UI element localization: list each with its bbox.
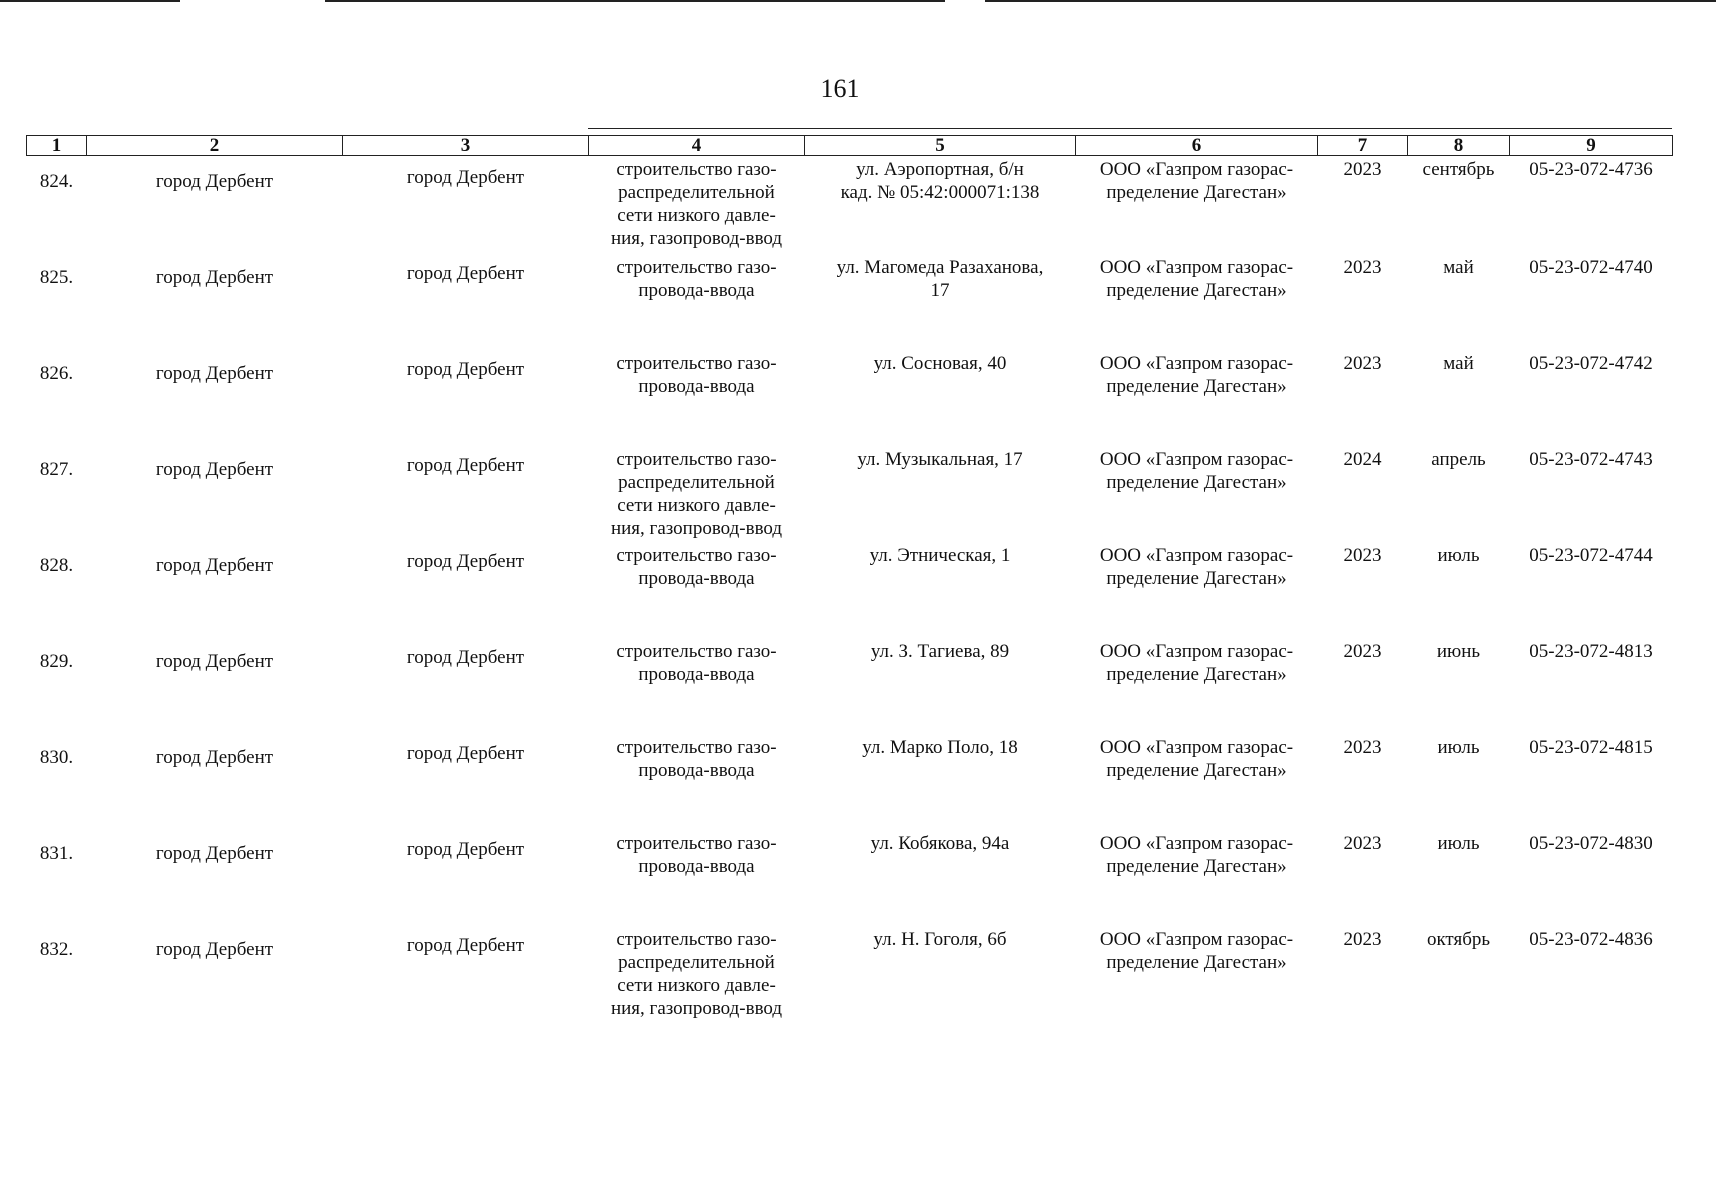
header-top-rule: [588, 128, 1672, 129]
address-cell-line: 17: [930, 279, 950, 301]
district-cell: [87, 732, 343, 828]
work-description-cell-line: провода-ввода: [638, 375, 755, 397]
address-cell: [805, 828, 1076, 924]
settlement-cell: [343, 444, 589, 540]
address-cell-line: ул. Н. Гоголя, 6б: [873, 928, 1007, 950]
work-description-cell-line: распределительной: [618, 471, 775, 493]
row-number-line: 824.: [39, 171, 74, 192]
organization-cell: [1076, 540, 1318, 636]
district-cell-line: город Дербент: [155, 554, 274, 576]
month-cell: [1408, 828, 1510, 924]
scan-edge-middle: [325, 0, 945, 2]
district-cell: [87, 444, 343, 540]
organization-cell: [1076, 828, 1318, 924]
register-table: [26, 135, 1673, 1020]
address-cell-line: ул. Кобякова, 94а: [870, 832, 1010, 854]
organization-cell-line: ООО «Газпром газорас-: [1099, 256, 1294, 278]
organization-cell-line: ООО «Газпром газорас-: [1099, 159, 1294, 180]
address-cell-line: ул. З. Тагиева, 89: [870, 640, 1010, 662]
address-cell: [805, 348, 1076, 444]
month-cell-line: июнь: [1436, 640, 1481, 662]
address-cell: [805, 444, 1076, 540]
month-cell-line: октябрь: [1426, 928, 1491, 950]
address-cell-line: ул. Магомеда Разаханова,: [836, 256, 1044, 278]
month-cell: [1408, 348, 1510, 444]
table-row: [27, 252, 1673, 348]
month-cell: [1408, 444, 1510, 540]
settlement-cell-line: город Дербент: [406, 358, 525, 380]
month-cell-line: май: [1443, 256, 1474, 278]
district-cell-line: город Дербент: [155, 938, 274, 960]
settlement-cell-line: город Дербент: [406, 934, 525, 956]
year-cell-line: 2023: [1343, 159, 1382, 180]
code-cell: [1510, 156, 1673, 252]
row-number-line: 826.: [39, 362, 74, 384]
table-row: [27, 636, 1673, 732]
address-cell: [805, 540, 1076, 636]
month-cell-line: апрель: [1431, 448, 1486, 470]
work-description-cell-line: провода-ввода: [638, 855, 755, 877]
table-row: [27, 156, 1673, 252]
organization-cell: [1076, 636, 1318, 732]
code-cell-line: 05-23-072-4836: [1529, 928, 1653, 950]
row-number-line: 830.: [39, 746, 74, 768]
work-description-cell: [589, 924, 805, 1020]
row-number-line: 828.: [39, 554, 74, 576]
work-description-cell: [589, 636, 805, 732]
column-header-3: 3: [343, 136, 589, 156]
work-description-cell: [589, 444, 805, 540]
work-description-cell-line: провода-ввода: [638, 567, 755, 589]
address-cell: [805, 636, 1076, 732]
settlement-cell: [343, 924, 589, 1020]
address-cell-line: ул. Музыкальная, 17: [857, 448, 1023, 470]
month-cell: [1408, 540, 1510, 636]
year-cell: [1318, 348, 1408, 444]
table-row: [27, 732, 1673, 828]
work-description-cell: [589, 732, 805, 828]
month-cell-line: июль: [1437, 736, 1480, 758]
year-cell: [1318, 444, 1408, 540]
address-cell-line: ул. Сосновая, 40: [873, 352, 1007, 374]
organization-cell-line: пределение Дагестан»: [1106, 855, 1287, 877]
work-description-cell-line: распределительной: [618, 182, 775, 203]
code-cell: [1510, 540, 1673, 636]
table-row: [27, 444, 1673, 540]
work-description-cell-line: строительство газо-: [616, 736, 777, 758]
organization-cell: [1076, 924, 1318, 1020]
column-header-5: 5: [805, 136, 1076, 156]
year-cell-line: 2023: [1343, 640, 1382, 662]
organization-cell-line: ООО «Газпром газорас-: [1099, 832, 1294, 854]
code-cell: [1510, 348, 1673, 444]
work-description-cell-line: строительство газо-: [616, 832, 777, 854]
table-row: [27, 540, 1673, 636]
row-number: [27, 540, 87, 636]
scan-edge-right: [985, 0, 1716, 2]
code-cell: [1510, 252, 1673, 348]
address-cell-line: ул. Этническая, 1: [869, 544, 1011, 566]
organization-cell: [1076, 348, 1318, 444]
address-cell: [805, 252, 1076, 348]
work-description-cell-line: строительство газо-: [616, 640, 777, 662]
row-number-line: 825.: [39, 266, 74, 288]
district-cell-line: город Дербент: [155, 266, 274, 288]
settlement-cell: [343, 252, 589, 348]
work-description-cell-line: строительство газо-: [616, 544, 777, 566]
header-row: [27, 136, 1673, 156]
work-description-cell-line: строительство газо-: [616, 448, 777, 470]
table-row: [27, 828, 1673, 924]
column-header-4: 4: [589, 136, 805, 156]
work-description-cell-line: провода-ввода: [638, 663, 755, 685]
work-description-cell-line: сети низкого давле-: [617, 494, 776, 516]
table-row: [27, 924, 1673, 1020]
organization-cell-line: ООО «Газпром газорас-: [1099, 640, 1294, 662]
row-number: [27, 156, 87, 252]
settlement-cell-line: город Дербент: [406, 742, 525, 764]
organization-cell-line: ООО «Газпром газорас-: [1099, 352, 1294, 374]
address-cell-line: ул. Марко Поло, 18: [862, 736, 1018, 758]
month-cell: [1408, 924, 1510, 1020]
organization-cell-line: ООО «Газпром газорас-: [1099, 928, 1294, 950]
column-header-8: 8: [1408, 136, 1510, 156]
row-number: [27, 252, 87, 348]
address-cell-line: ул. Аэропортная, б/н: [856, 159, 1024, 180]
column-header-7: 7: [1318, 136, 1408, 156]
code-cell-line: 05-23-072-4740: [1529, 256, 1653, 278]
organization-cell-line: пределение Дагестан»: [1106, 471, 1287, 493]
work-description-cell-line: строительство газо-: [616, 159, 777, 180]
year-cell-line: 2023: [1343, 544, 1382, 566]
year-cell-line: 2023: [1343, 832, 1382, 854]
year-cell: [1318, 252, 1408, 348]
district-cell: [87, 540, 343, 636]
organization-cell-line: пределение Дагестан»: [1106, 279, 1287, 301]
district-cell-line: город Дербент: [155, 842, 274, 864]
organization-cell-line: ООО «Газпром газорас-: [1099, 736, 1294, 758]
code-cell-line: 05-23-072-4736: [1529, 159, 1653, 180]
year-cell-line: 2023: [1343, 352, 1382, 374]
code-cell-line: 05-23-072-4743: [1529, 448, 1653, 470]
settlement-cell: [343, 156, 589, 252]
district-cell-line: город Дербент: [155, 171, 274, 192]
district-cell-line: город Дербент: [155, 458, 274, 480]
code-cell: [1510, 828, 1673, 924]
page-number: 161: [820, 74, 860, 103]
work-description-cell-line: ния, газопровод-ввод: [610, 517, 783, 539]
month-cell-line: июль: [1437, 544, 1480, 566]
organization-cell-line: ООО «Газпром газорас-: [1099, 544, 1294, 566]
work-description-cell-line: ния, газопровод-ввод: [610, 997, 783, 1019]
work-description-cell: [589, 348, 805, 444]
year-cell-line: 2024: [1343, 448, 1382, 470]
district-cell-line: город Дербент: [155, 746, 274, 768]
work-description-cell-line: распределительной: [618, 951, 775, 973]
address-cell: [805, 924, 1076, 1020]
address-cell: [805, 156, 1076, 252]
year-cell-line: 2023: [1343, 256, 1382, 278]
organization-cell-line: пределение Дагестан»: [1106, 759, 1287, 781]
row-number: [27, 828, 87, 924]
row-number-line: 829.: [39, 650, 74, 672]
month-cell: [1408, 732, 1510, 828]
district-cell: [87, 636, 343, 732]
district-cell: [87, 828, 343, 924]
settlement-cell-line: город Дербент: [406, 646, 525, 668]
row-number: [27, 348, 87, 444]
month-cell: [1408, 252, 1510, 348]
district-cell: [87, 156, 343, 252]
code-cell-line: 05-23-072-4813: [1529, 640, 1653, 662]
row-number: [27, 636, 87, 732]
code-cell: [1510, 636, 1673, 732]
settlement-cell: [343, 828, 589, 924]
settlement-cell-line: город Дербент: [406, 454, 525, 476]
code-cell: [1510, 924, 1673, 1020]
row-number-line: 827.: [39, 458, 74, 480]
column-header-9: 9: [1510, 136, 1673, 156]
year-cell: [1318, 156, 1408, 252]
row-number: [27, 444, 87, 540]
organization-cell: [1076, 252, 1318, 348]
month-cell-line: июль: [1437, 832, 1480, 854]
settlement-cell-line: город Дербент: [406, 262, 525, 284]
district-cell: [87, 924, 343, 1020]
district-cell-line: город Дербент: [155, 362, 274, 384]
organization-cell-line: пределение Дагестан»: [1106, 951, 1287, 973]
table-row: [27, 348, 1673, 444]
code-cell: [1510, 444, 1673, 540]
settlement-cell-line: город Дербент: [406, 550, 525, 572]
address-cell: [805, 732, 1076, 828]
scan-edge-left: [0, 0, 180, 2]
year-cell: [1318, 732, 1408, 828]
organization-cell: [1076, 732, 1318, 828]
code-cell-line: 05-23-072-4830: [1529, 832, 1653, 854]
year-cell-line: 2023: [1343, 736, 1382, 758]
year-cell: [1318, 540, 1408, 636]
organization-cell-line: пределение Дагестан»: [1106, 182, 1287, 203]
organization-cell-line: пределение Дагестан»: [1106, 375, 1287, 397]
row-number-line: 832.: [39, 938, 74, 960]
work-description-cell-line: сети низкого давле-: [617, 974, 776, 996]
district-cell: [87, 252, 343, 348]
row-number-line: 831.: [39, 842, 74, 864]
month-cell-line: май: [1443, 352, 1474, 374]
district-cell: [87, 348, 343, 444]
column-header-6: 6: [1076, 136, 1318, 156]
settlement-cell: [343, 636, 589, 732]
work-description-cell: [589, 156, 805, 252]
column-header-1: 1: [27, 136, 87, 156]
settlement-cell-line: город Дербент: [406, 838, 525, 860]
settlement-cell-line: город Дербент: [406, 167, 525, 188]
organization-cell: [1076, 444, 1318, 540]
year-cell: [1318, 636, 1408, 732]
work-description-cell-line: строительство газо-: [616, 928, 777, 950]
work-description-cell-line: провода-ввода: [638, 279, 755, 301]
month-cell: [1408, 636, 1510, 732]
month-cell: [1408, 156, 1510, 252]
row-number: [27, 924, 87, 1020]
organization-cell-line: пределение Дагестан»: [1106, 663, 1287, 685]
work-description-cell-line: строительство газо-: [616, 352, 777, 374]
year-cell-line: 2023: [1343, 928, 1382, 950]
organization-cell: [1076, 156, 1318, 252]
year-cell: [1318, 828, 1408, 924]
work-description-cell-line: сети низкого давле-: [617, 205, 776, 226]
code-cell-line: 05-23-072-4815: [1529, 736, 1653, 758]
work-description-cell: [589, 828, 805, 924]
address-cell-line: кад. № 05:42:000071:138: [840, 182, 1040, 203]
work-description-cell: [589, 540, 805, 636]
month-cell-line: сентябрь: [1422, 159, 1495, 180]
table-header: [27, 136, 1673, 156]
code-cell: [1510, 732, 1673, 828]
work-description-cell-line: ния, газопровод-ввод: [610, 228, 783, 249]
code-cell-line: 05-23-072-4744: [1529, 544, 1653, 566]
district-cell-line: город Дербент: [155, 650, 274, 672]
code-cell-line: 05-23-072-4742: [1529, 352, 1653, 374]
column-header-2: 2: [87, 136, 343, 156]
settlement-cell: [343, 540, 589, 636]
year-cell: [1318, 924, 1408, 1020]
work-description-cell-line: провода-ввода: [638, 759, 755, 781]
table-body: [27, 156, 1673, 1020]
organization-cell-line: пределение Дагестан»: [1106, 567, 1287, 589]
work-description-cell-line: строительство газо-: [616, 256, 777, 278]
settlement-cell: [343, 348, 589, 444]
work-description-cell: [589, 252, 805, 348]
row-number: [27, 732, 87, 828]
settlement-cell: [343, 732, 589, 828]
organization-cell-line: ООО «Газпром газорас-: [1099, 448, 1294, 470]
